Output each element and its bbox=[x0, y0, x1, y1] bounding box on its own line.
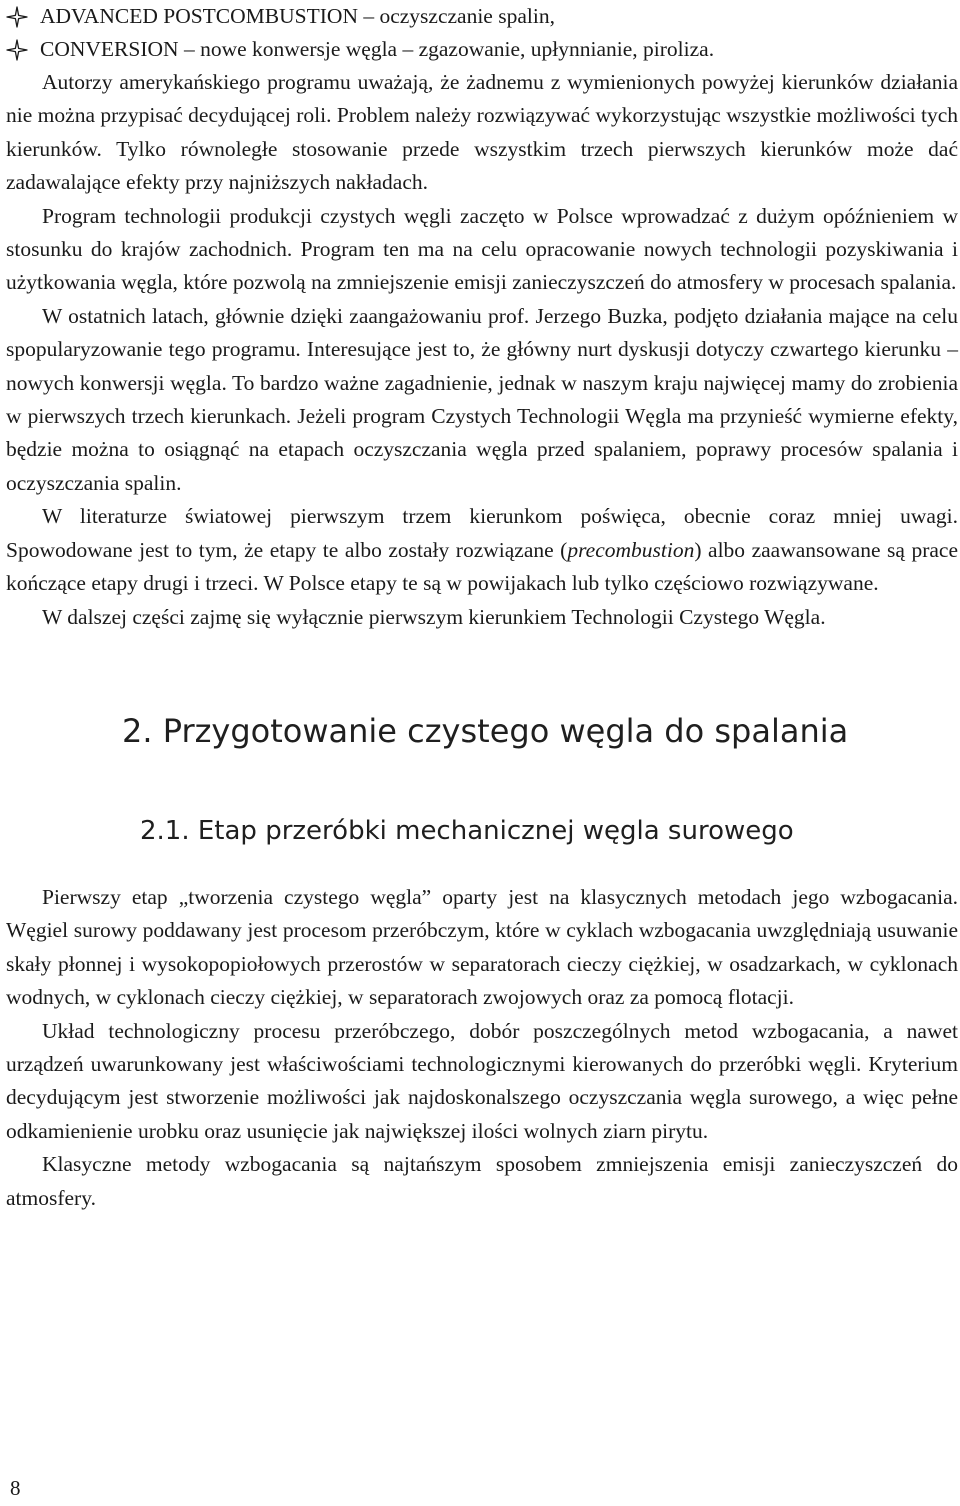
four-point-star-icon bbox=[6, 6, 28, 28]
chapter-heading: 2. Przygotowanie czystego węgla do spalania bbox=[122, 711, 849, 750]
document-page bbox=[6, 0, 958, 1215]
paragraph-american-program: Autorzy amerykańskiego programu uważają, że żadnemu z wymienionych powyżej kierunków działania nie można przypisać decydującej roli. Problem należy rozwiązywać wykorzystując wszystkie możliwości tych kierunków. Tylko równoległe stosowanie przede wszystkim trzech pierwszych kierunków może dać zadawalające efekty przy najniższych nakładach. bbox=[6, 70, 958, 195]
paragraph-polish-program: Program technologii produkcji czystych węgli zaczęto w Polsce wprowadzać z dużym opóźnieniem w stosunku do krajów zachodnich. Program ten ma na celu opracowanie nowych technologii pozyskiwania i użytkowania węgla, które pozwolą na zmniejszenie emisji zanieczyszczeń do atmosfery w procesach spalania. bbox=[6, 203, 958, 295]
paragraph-author-focus: W dalszej części zajmę się wyłącznie pierwszym kierunkiem Technologii Czystego Węgla. bbox=[42, 604, 826, 629]
paragraph-technological-layout: Układ technologiczny procesu przeróbczego, dobór poszczególnych metod wzbogacania, a nawet urządzeń uwarunkowany jest właściwościami technologicznymi kierowanych do przeróbki węgli. Kryterium decydującym jest stworzenie możliwości jak najdoskonalszego oczyszczania węgla surowego, a więc pełne odkamienienie urobku oraz usunięcie jak największej ilości wolnych ziarn pirytu. bbox=[6, 1018, 958, 1143]
chapter-spacer bbox=[6, 634, 958, 711]
paragraph-first-stage: Pierwszy etap „tworzenia czystego węgla” oparty jest na klasycznych metodach jego wzbogacania. Węgiel surowy poddawany jest procesom przeróbczym, które w cyklach wzbogacania uwzględniają usuwanie skały płonnej i wysokopopiołowych przerostów w separatorach cieczy ciężkiej, w osadzarkach, w cyklonach wodnych, w cyklonach cieczy ciężkiej, w separatorach zwojowych oraz za pomocą flotacji. bbox=[6, 884, 958, 1010]
section-spacer bbox=[6, 751, 958, 813]
four-point-star-icon bbox=[6, 39, 28, 61]
bullet-item-conversion bbox=[6, 33, 958, 66]
paragraph-classic-methods: Klasyczne metody wzbogacania są najtańszym sposobem zmniejszenia emisji zanieczyszczeń do atmosfery. bbox=[6, 1152, 958, 1210]
literature-text-start: W literaturze światowej pierwszym trzem kierunkom poświęca, obecnie coraz mniej uwagi. Spowodowane jest to tym, że etapy te albo zostały rozwiązane ( bbox=[6, 504, 958, 562]
bullet-text: CONVERSION – nowe konwersje węgla – zgazowanie, upłynnianie, piroliza. bbox=[40, 37, 715, 61]
literature-text-end: ) albo zaawansowane są prace kończące etapy drugi i trzeci. W Polsce etapy te są w powijakach lub tylko częściowo rozwiązywane. bbox=[6, 537, 958, 596]
page-number: 8 bbox=[10, 1476, 21, 1500]
bullet-text: ADVANCED POSTCOMBUSTION – oczyszczanie spalin, bbox=[40, 4, 555, 28]
paragraph-world-literature bbox=[6, 500, 958, 600]
conversion-bullet-list bbox=[6, 0, 958, 66]
precombustion-term: precombustion bbox=[567, 537, 695, 562]
section-heading: 2.1. Etap przeróbki mechanicznej węgla surowego bbox=[140, 815, 794, 846]
bullet-item-advanced-postcombustion bbox=[6, 0, 958, 33]
section-body-spacer bbox=[6, 849, 958, 881]
paragraph-buzek-initiative: W ostatnich latach, głównie dzięki zaangażowaniu prof. Jerzego Buzka, podjęto działania mające na celu spopularyzowanie tego programu. Interesujące jest to, że główny nurt dyskusji dotyczy czwartego kierunku – nowych konwersji węgla. To bardzo ważne zagadnienie, jednak w naszym kraju najwięcej mamy do zrobienia w pierwszych trzech kierunkach. Jeżeli program Czystych Technologii Węgla ma przynieść wymierne efekty, będzie można to osiągnąć na etapach oczyszczania węgla przed spalaniem, poprawy procesów spalania i oczyszczania spalin. bbox=[6, 303, 958, 495]
